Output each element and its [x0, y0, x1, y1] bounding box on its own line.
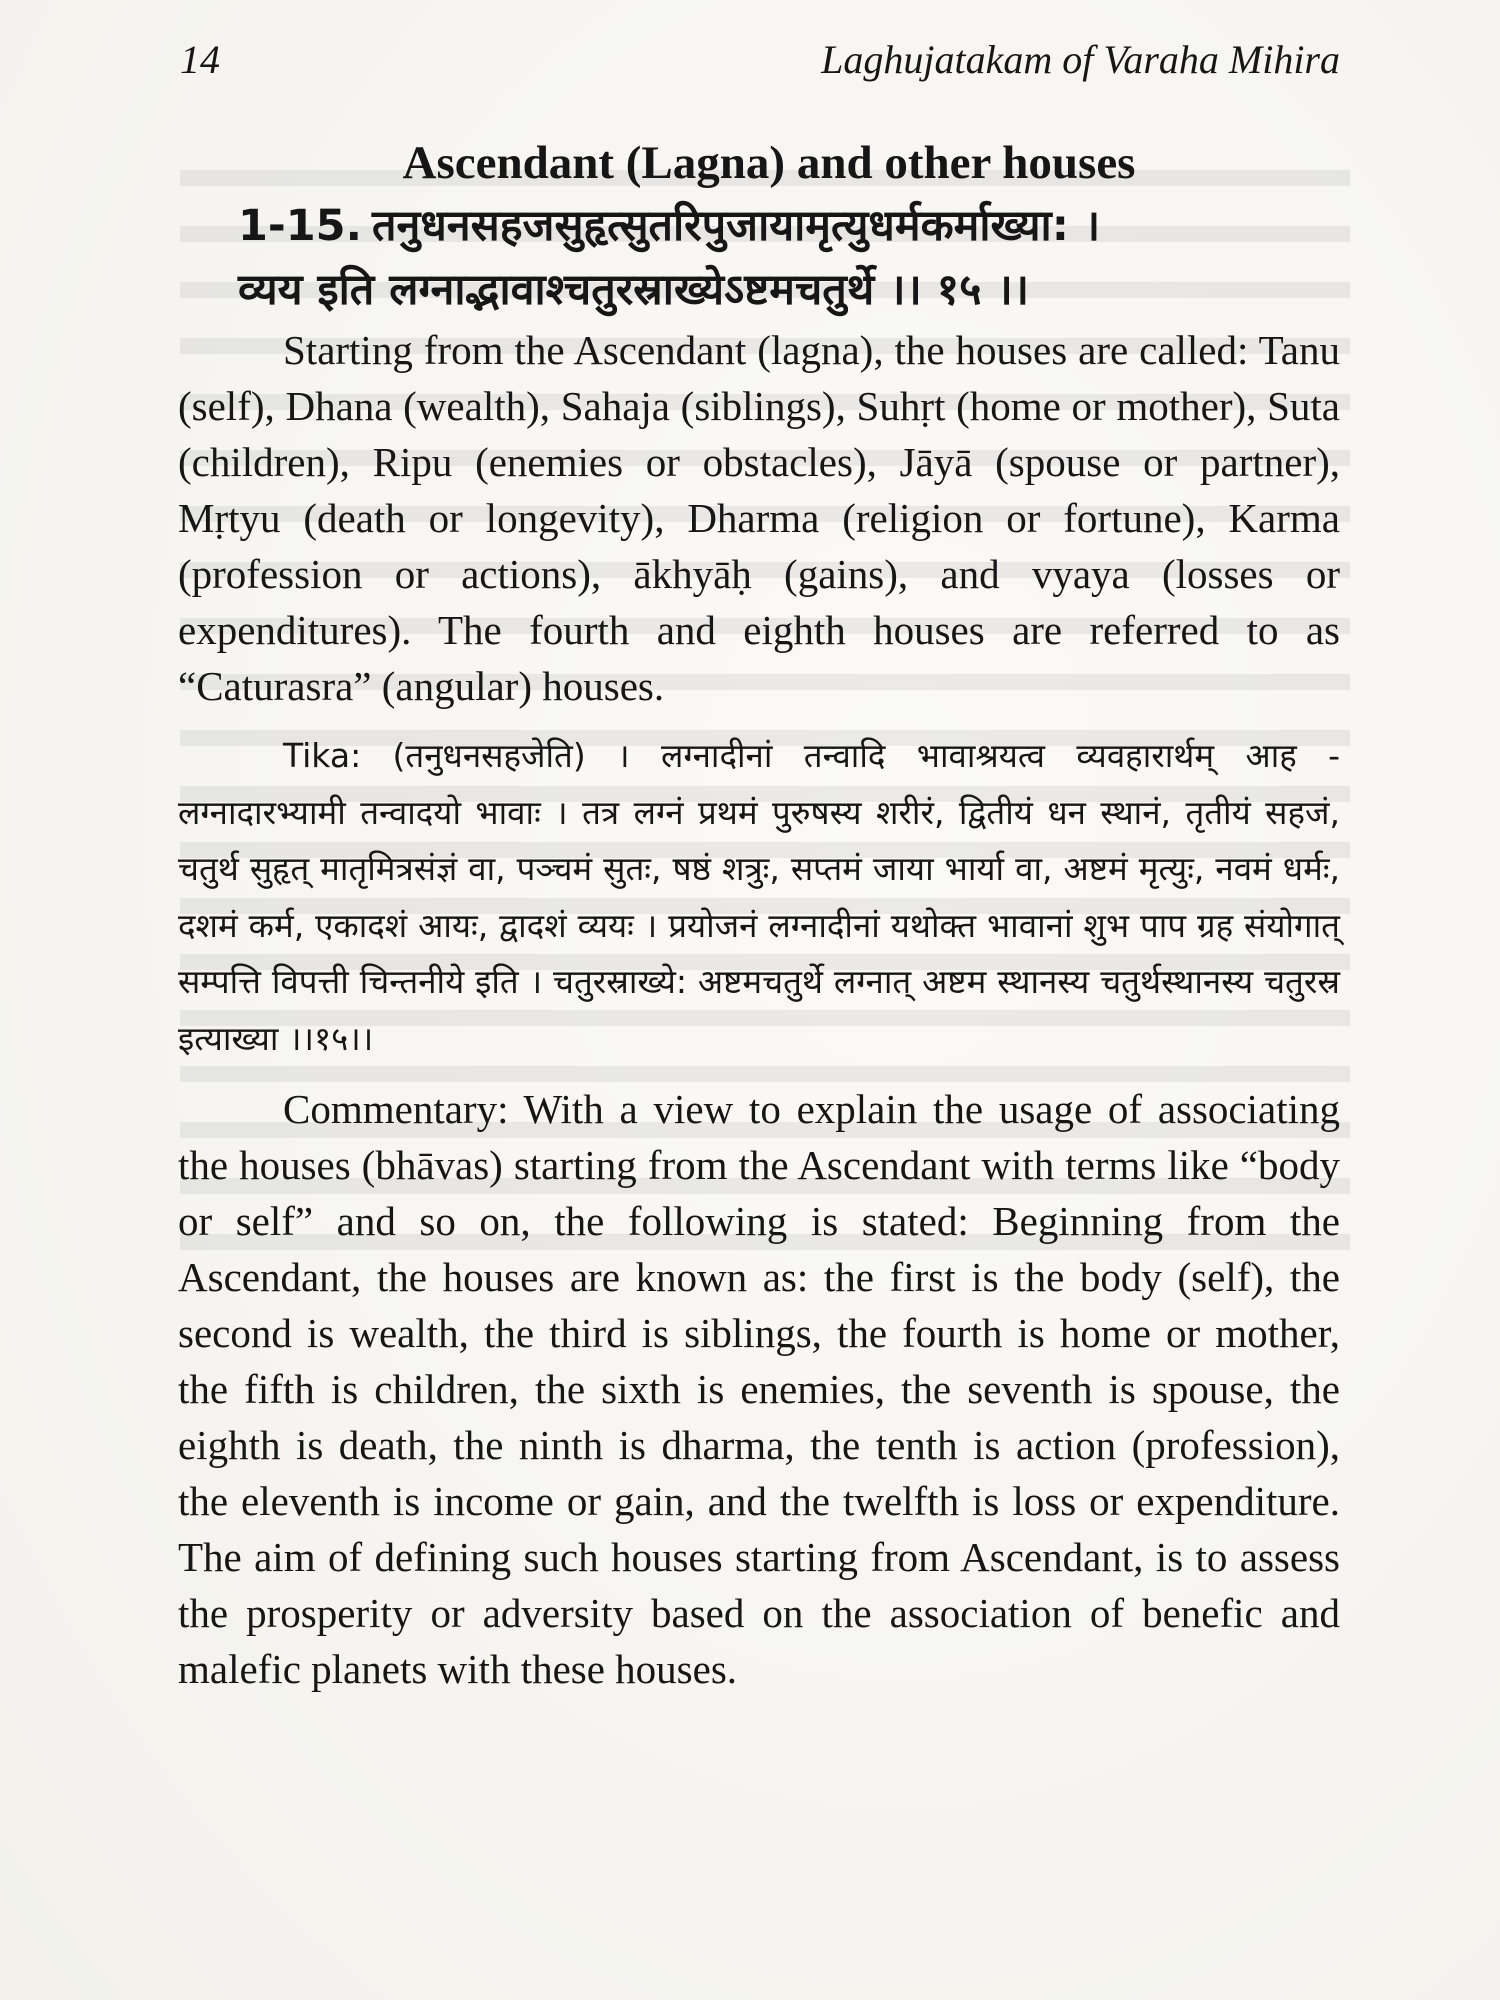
verse-line-2: [178, 258, 1340, 322]
page-content: [178, 132, 1340, 1697]
verse-text-1: तनुधनसहजसुहृत्सुतरिपुजायामृत्युधर्मकर्माख्या: ।: [371, 201, 1101, 251]
page-header: [180, 36, 1340, 86]
running-head: Laghujatakam of Varaha Mihira: [821, 37, 1340, 82]
section-title: Ascendant (Lagna) and other houses: [402, 137, 1136, 189]
verse-line-1: [178, 194, 1340, 258]
commentary-paragraph: Commentary: With a view to explain the usage of associating the houses (bhāvas) starting from the Ascendant with terms like “body or self” and so on, the following is stated: Beginning from the Ascendant, the houses are known as: the first is the body (self), the second is wealth, the third is siblings, the fourth is home or mother, the fifth is children, the sixth is enemies, the seventh is spouse, the eighth is death, the ninth is dharma, the tenth is action (profession), the eleventh is income or gain, and the twelfth is loss or expenditure. The aim of defining such houses starting from Ascendant, is to assess the prosperity or adversity based on the association of benefic and malefic planets with these houses.: [178, 1086, 1340, 1692]
tika-paragraph: Tika: (तनुधनसहजेति) । लग्नादीनां तन्वादि भावाश्रयत्व व्यवहारार्थम् आह - लग्नादारभ्यामी तन्वादयो भावाः । तत्र लग्नं प्रथमं पुरुषस्य शरीरं, द्वितीयं धन स्थानं, तृतीयं सहजं, चतुर्थ सुहृत् मातृमित्रसंज्ञं वा, पञ्चमं सुतः, षष्ठं शत्रुः, सप्तमं जाया भार्या वा, अष्टमं मृत्युः, नवमं धर्मः, दशमं कर्म, एकादशं आयः, द्वादशं व्ययः । प्रयोजनं लग्नादीनां यथोक्त भावानां शुभ पाप ग्रह संयोगात् सम्पत्ति विपत्ती चिन्तनीये इति । चतुरस्राख्ये: अष्टमचतुर्थे लग्नात् अष्टम स्थानस्य चतुर्थस्थानस्य चतुरस्र इत्याख्या ।।१५।।: [178, 736, 1340, 1058]
verse-text-2: व्यय इति लग्नाद्भावाश्चतुरस्राख्येऽष्टमचतुर्थे ।। १५ ।।: [238, 265, 1030, 315]
translation-paragraph: Starting from the Ascendant (lagna), the houses are called: Tanu (self), Dhana (wealth), Sahaja (siblings), Suhṛt (home or mother), Suta (children), Ripu (enemies or obstacles), Jāyā (spouse or partner), Mṛtyu (death or longevity), Dharma (religion or fortune), Karma (profession or actions), ākhyāḥ (gains), and vyaya (losses or expenditures). The fourth and eighth houses are referred to as “Caturasra” (angular) houses.: [178, 327, 1340, 709]
page-number: 14: [180, 37, 220, 82]
sanskrit-verse: [178, 194, 1340, 322]
verse-number: 1-15.: [238, 201, 362, 251]
